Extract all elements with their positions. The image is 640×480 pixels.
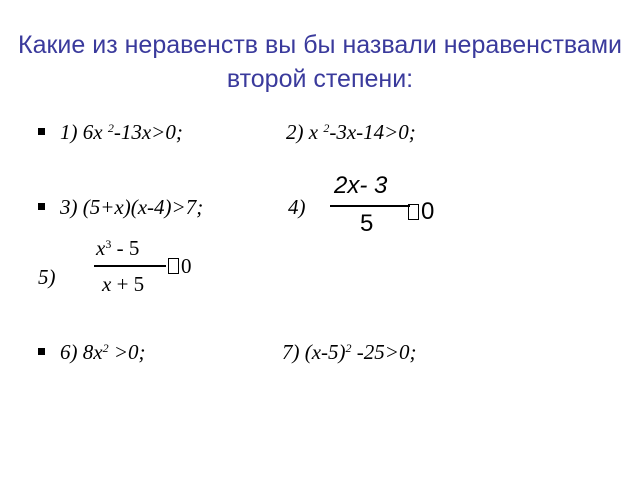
bullet [38,203,45,210]
inequality-5-fraction [92,232,212,302]
inequality-2 [286,120,416,144]
inequality-7 [282,340,416,364]
inequality-4-fraction [326,172,466,242]
bullet [38,128,45,135]
inequality-6 [60,340,146,364]
inequality-4-denominator: 5 [360,210,374,237]
inequality-7-post: -25>0; [351,340,417,364]
inequality-5-denominator [102,272,144,297]
inequality-5-rhs: 0 [181,254,192,278]
missing-glyph-icon [168,258,179,274]
fraction-bar [330,205,410,207]
inequality-3: 3) (5+x)(x-4)>7; [60,195,204,219]
inequality-2-post: -3x-14>0; [329,120,416,144]
inequality-4-relation [408,198,434,226]
slide-title: Какие из неравенств вы бы назвали неравенствами второй степени: [18,31,622,93]
inequality-2-exp: 2 [323,121,330,135]
numerator-variable: x [96,236,106,260]
inequality-1-exp: 2 [107,121,114,135]
inequality-7-pre: 7) (x-5) [282,340,346,364]
numerator-rest: - 5 [111,236,140,260]
numerator-exponent: 3 [105,237,112,251]
inequality-1-post: -13x>0; [113,120,183,144]
fraction-bar [94,265,166,267]
bullet [38,348,45,355]
denominator-variable: x [102,272,112,296]
inequality-6-post: >0; [108,340,146,364]
inequality-6-pre: 6) 8x [60,340,103,364]
inequality-1 [60,120,183,144]
inequality-4-numerator: 2x- 3 [334,172,388,199]
inequality-6-exp: 2 [102,341,109,355]
inequality-4-rhs: 0 [421,198,435,225]
inequality-5-numerator [96,236,139,261]
missing-glyph-icon [408,204,419,220]
inequality-5-label: 5) [38,265,56,289]
denominator-rest: + 5 [111,272,145,296]
inequality-2-pre: 2) x [286,120,324,144]
inequality-4-label: 4) [288,195,306,219]
inequality-5-relation [168,254,192,279]
inequality-7-exp: 2 [345,341,352,355]
inequality-1-pre: 1) 6x [60,120,108,144]
